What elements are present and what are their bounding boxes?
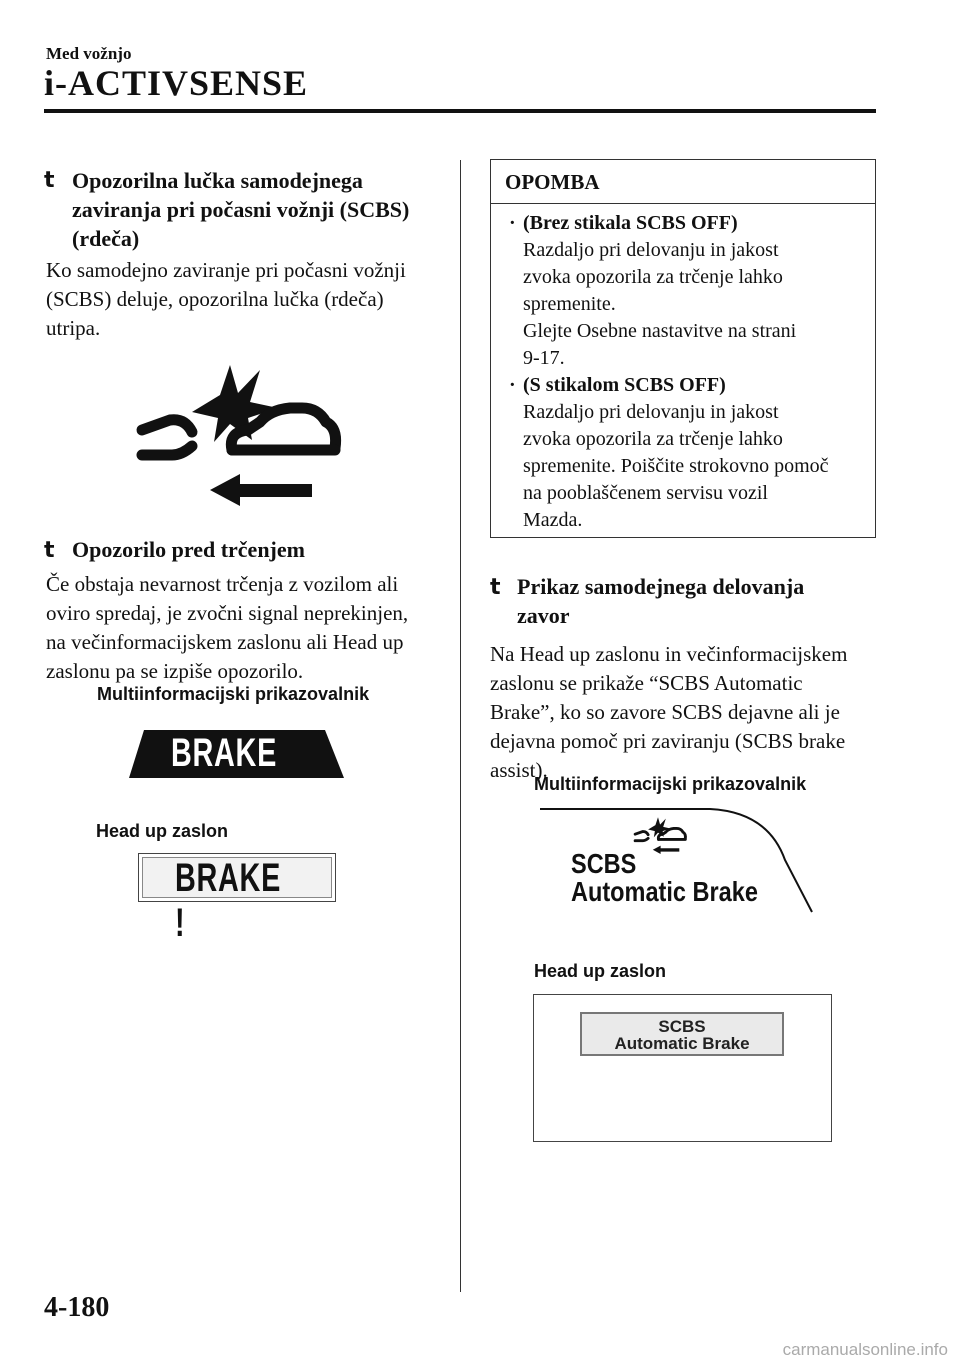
header-rule [44,109,876,113]
note-line: zvoka opozorila za trčenje lahko [523,428,783,450]
note-bullet: · [509,212,516,234]
page-number: 4-180 [44,1292,110,1323]
note-item-title: (Brez stikala SCBS OFF) [523,212,738,234]
note-item-title: (S stikalom SCBS OFF) [523,374,726,396]
figure-caption: Head up zaslon [96,821,229,841]
figure-caption: Multiinformacijski prikazovalnik [97,684,370,704]
paragraph-line: (SCBS) deluje, opozorilna lučka (rdeča) [46,287,384,311]
paragraph-line: oviro spredaj, je zvočni signal neprekinjen, [46,601,409,625]
scbs-warning-icon [130,360,350,510]
section-bullet: t [490,575,501,600]
paragraph-line: zaslonu se prikaže “SCBS Automatic [490,671,803,695]
section-heading [517,572,804,630]
note-item [509,210,859,372]
paragraph-line: Brake”, ko so zavore SCBS dejavne ali je [490,700,840,724]
scbs-multi-text [571,850,758,906]
note-heading: OPOMBA [491,160,875,204]
note-line: 9-17. [523,347,565,369]
note-item [509,372,859,534]
column-separator [460,160,461,1292]
paragraph-line: assist). [490,758,548,782]
scbs-hud-frame [533,994,832,1142]
section-paragraph [490,640,847,785]
watermark: carmanualsonline.info [782,1340,948,1359]
section-paragraph [46,256,406,343]
paragraph-line: utripa. [46,316,101,340]
paragraph-line: dejavna pomoč pri zaviranju (SCBS brake [490,729,846,753]
heading-line: (rdeča) [72,226,140,251]
scbs-hud-banner [580,1012,784,1056]
automatic-brake-label: Automatic Brake [614,1034,750,1053]
section-bullet: t [44,538,55,563]
note-line: zvoka opozorila za trčenje lahko [523,266,783,288]
section-heading: Opozorilo pred trčenjem [72,537,305,562]
section-heading [72,166,409,253]
paragraph-line: zaslonu pa se izpiše opozorilo. [46,659,304,683]
note-line: Mazda. [523,509,583,531]
chapter-label: Med vožnjo [46,44,132,63]
note-box [490,159,876,538]
note-line: Glejte Osebne nastavitve na strani [523,320,797,342]
scbs-label: SCBS [571,848,637,879]
heading-line: zaviranja pri počasni vožnji (SCBS) [72,197,410,222]
heading-line: Opozorilna lučka samodejnega [72,168,363,193]
section-bullet: t [44,168,55,193]
note-line: spremenite. [523,293,616,315]
figure-caption: Multiinformacijski prikazovalnik [534,774,807,794]
scbs-label: SCBS [658,1017,706,1036]
brake-warning-text: BRAKE ! [175,856,282,945]
figure-caption: Head up zaslon [534,961,667,981]
heading-line: Prikaz samodejnega delovanja [517,574,805,599]
note-line: Razdaljo pri delovanju in jakost [523,401,779,423]
heading-line: zavor [517,603,570,628]
note-line: spremenite. Poiščite strokovno pomoč [523,455,829,477]
brake-multi-display [129,730,344,820]
paragraph-line: Če obstaja nevarnost trčenja z vozilom ali [46,572,399,596]
note-line: na pooblaščenem servisu vozil [523,482,768,504]
brake-warning-text: BRAKE ! [171,731,278,820]
brake-hud-display [138,853,336,945]
paragraph-line: Ko samodejno zaviranje pri počasni vožnji [46,258,406,282]
scbs-hud-text [582,1018,782,1052]
paragraph-line: na večinformacijskem zaslonu ali Head up [46,630,404,654]
note-bullet: · [509,374,516,396]
page-title: i-ACTIVSENSE [44,63,309,103]
automatic-brake-label: Automatic Brake [571,876,758,907]
scbs-small-icon [635,817,685,854]
paragraph-line: Na Head up zaslonu in večinformacijskem [490,642,848,666]
note-line: Razdaljo pri delovanju in jakost [523,239,779,261]
section-paragraph [46,570,408,686]
